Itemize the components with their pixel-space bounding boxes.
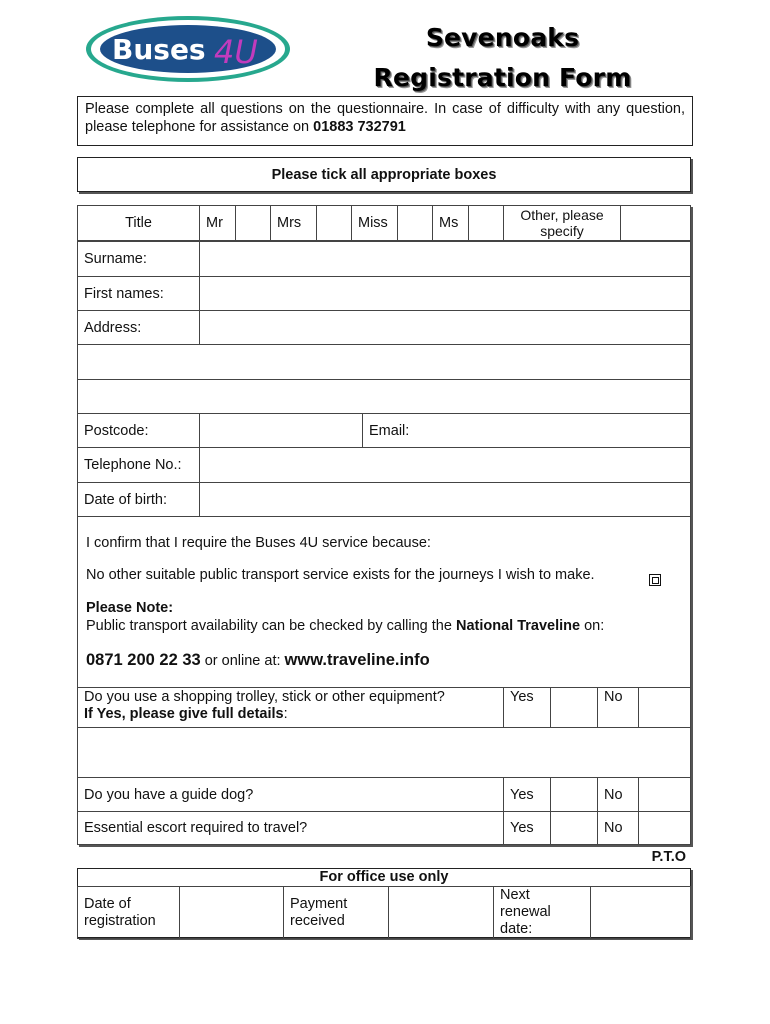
title-line2: Registration Form <box>373 63 632 92</box>
intro-text: Please complete all questions on the questionnaire. In case of difficulty with any question, please telephone for assistance on <box>85 101 685 135</box>
equipment-no-checkbox[interactable] <box>639 688 691 728</box>
escort-yes-checkbox[interactable] <box>551 812 598 845</box>
guide-dog-no-label: No <box>598 778 639 812</box>
title-option-ms-label: Ms <box>433 206 469 241</box>
note-heading: Please Note: <box>86 600 174 616</box>
dob-label: Date of birth: <box>78 483 200 517</box>
equipment-yes-label: Yes <box>504 688 551 728</box>
office-renewal-field[interactable] <box>591 887 691 939</box>
title-row <box>77 205 691 241</box>
confirm-reason-checkbox[interactable] <box>649 574 661 586</box>
guide-dog-question: Do you have a guide dog? <box>78 778 504 812</box>
title-checkbox-mr[interactable] <box>236 206 271 241</box>
first-names-label: First names: <box>78 277 200 311</box>
intro-box <box>77 96 693 146</box>
personal-details <box>77 241 691 517</box>
office-payment-field[interactable] <box>389 887 494 939</box>
equipment-no-label: No <box>598 688 639 728</box>
escort-yes-label: Yes <box>504 812 551 845</box>
telephone-label: Telephone No.: <box>78 448 200 483</box>
title-option-mr-label: Mr <box>200 206 236 241</box>
postcode-label: Postcode: <box>78 414 200 448</box>
title-checkbox-mrs[interactable] <box>317 206 352 241</box>
first-names-field[interactable] <box>200 277 691 311</box>
address-label: Address: <box>78 311 200 345</box>
title-checkbox-miss[interactable] <box>398 206 433 241</box>
office-date-reg-label: Date of registration <box>78 887 180 939</box>
office-date-reg-field[interactable] <box>180 887 284 939</box>
questions-table <box>77 687 691 845</box>
title-checkbox-ms[interactable] <box>469 206 504 241</box>
address-field-1[interactable] <box>200 311 691 345</box>
escort-question: Essential escort required to travel? <box>78 812 504 845</box>
confirm-reason: No other suitable public transport service exists for the journeys I wish to make. <box>86 567 595 583</box>
title-option-mrs-label: Mrs <box>271 206 317 241</box>
traveline-name: National Traveline <box>455 618 581 634</box>
guide-dog-yes-checkbox[interactable] <box>551 778 598 812</box>
tick-banner: Please tick all appropriate boxes <box>77 157 691 192</box>
guide-dog-no-checkbox[interactable] <box>639 778 691 812</box>
confirm-intro: I confirm that I require the Buses 4U service because: <box>86 535 431 551</box>
confirm-section <box>77 516 691 687</box>
email-label: Email: <box>369 422 410 439</box>
traveline-phone: 0871 200 22 33 <box>86 651 201 669</box>
email-field[interactable] <box>363 414 691 448</box>
address-field-2[interactable] <box>78 345 691 380</box>
surname-field[interactable] <box>200 242 691 277</box>
dob-field[interactable] <box>200 483 691 517</box>
traveline-contact: 0871 200 22 33 or online at: www.traveline.info <box>86 651 430 669</box>
equipment-details-field[interactable] <box>78 728 691 778</box>
escort-no-checkbox[interactable] <box>639 812 691 845</box>
guide-dog-yes-label: Yes <box>504 778 551 812</box>
title-label: Title <box>78 206 200 241</box>
note-text: Public transport availability can be checked by calling the National Traveline on: <box>86 618 605 634</box>
telephone-field[interactable] <box>200 448 691 483</box>
equipment-yes-checkbox[interactable] <box>551 688 598 728</box>
equipment-question: Do you use a shopping trolley, stick or other equipment? If Yes, please give full details: <box>78 688 504 728</box>
pto-label: P.T.O <box>651 849 686 865</box>
office-renewal-label: Next renewal date: <box>494 887 591 939</box>
page-title <box>330 18 675 98</box>
escort-no-label: No <box>598 812 639 845</box>
title-other-label: Other, please specify <box>504 206 621 241</box>
office-use-heading: For office use only <box>319 869 449 885</box>
title-other-field[interactable] <box>621 206 691 241</box>
buses4u-logo <box>84 14 292 84</box>
title-option-miss-label: Miss <box>352 206 398 241</box>
title-line1: Sevenoaks <box>425 23 580 52</box>
surname-label: Surname: <box>78 242 200 277</box>
traveline-website[interactable]: www.traveline.info <box>284 651 430 669</box>
logo-text: Buses <box>112 33 206 66</box>
logo-accent: 4U <box>214 33 258 71</box>
office-payment-label: Payment received <box>284 887 389 939</box>
intro-phone: 01883 732791 <box>313 119 406 135</box>
postcode-field[interactable] <box>200 414 363 448</box>
office-use-table <box>77 886 691 939</box>
address-field-3[interactable] <box>78 380 691 414</box>
